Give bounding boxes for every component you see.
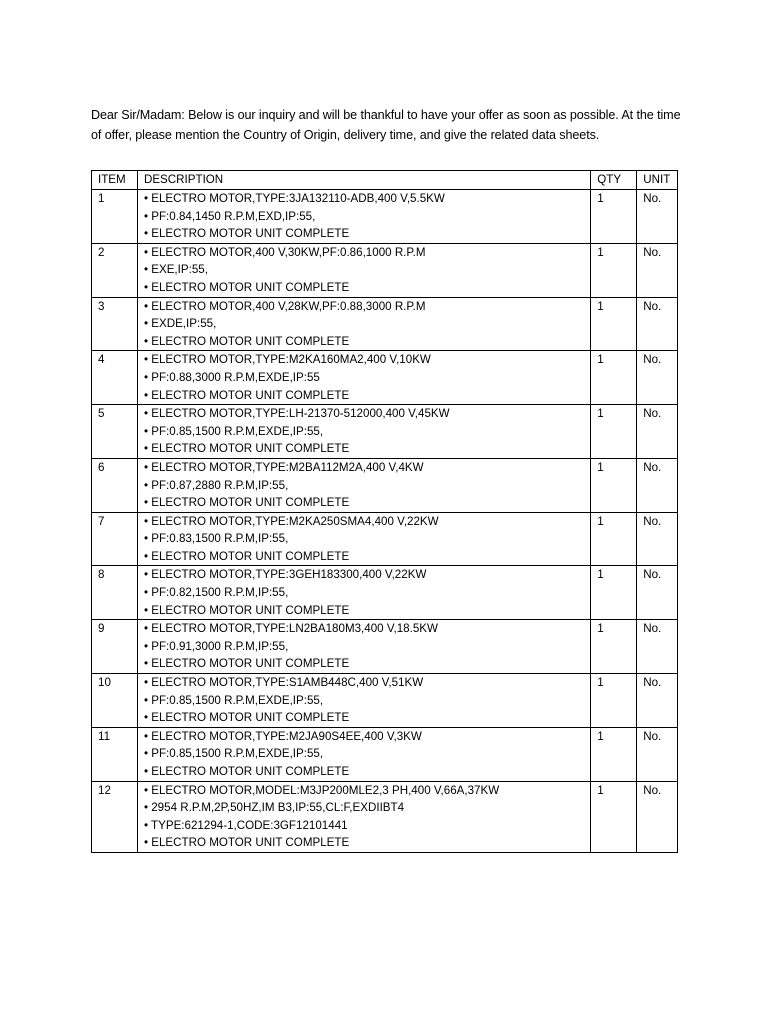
description-line: • PF:0.84,1450 R.P.M,EXD,IP:55, bbox=[143, 209, 316, 223]
unit-cell: No. bbox=[637, 405, 678, 459]
header-item: ITEM bbox=[92, 171, 138, 190]
table-row bbox=[92, 297, 678, 351]
table-row bbox=[92, 566, 678, 620]
description-line: • ELECTRO MOTOR,TYPE:M2KA250SMA4,400 V,22KW bbox=[143, 514, 439, 528]
description-line: • ELECTRO MOTOR UNIT COMPLETE bbox=[143, 711, 350, 725]
description-cell bbox=[137, 512, 590, 566]
description-line: • ELECTRO MOTOR UNIT COMPLETE bbox=[143, 603, 350, 617]
table-row bbox=[92, 674, 678, 728]
description-line: • EXDE,IP:55, bbox=[143, 317, 217, 331]
description-line: • TYPE:621294-1,CODE:3GF12101441 bbox=[143, 818, 348, 832]
description-line: • ELECTRO MOTOR,MODEL:M3JP200MLE2,3 PH,400 V,66A,37KW bbox=[143, 783, 500, 797]
description-line: • PF:0.85,1500 R.P.M,EXDE,IP:55, bbox=[143, 424, 324, 438]
description-line: • EXE,IP:55, bbox=[143, 263, 208, 277]
qty-cell: 1 bbox=[591, 727, 637, 781]
inquiry-table bbox=[91, 170, 678, 853]
item-number-cell: 1 bbox=[92, 190, 138, 244]
description-line: • ELECTRO MOTOR UNIT COMPLETE bbox=[143, 496, 350, 510]
item-number-cell: 7 bbox=[92, 512, 138, 566]
description-line: • ELECTRO MOTOR UNIT COMPLETE bbox=[143, 765, 350, 778]
unit-cell: No. bbox=[637, 351, 678, 405]
description-line: • ELECTRO MOTOR,TYPE:M2BA112M2A,400 V,4KW bbox=[143, 460, 424, 474]
description-line: • PF:0.85,1500 R.P.M,EXDE,IP:55, bbox=[143, 693, 324, 707]
description-line: • PF:0.91,3000 R.P.M,IP:55, bbox=[143, 639, 289, 653]
item-number-cell: 12 bbox=[92, 781, 138, 852]
table-row bbox=[92, 727, 678, 781]
unit-cell: No. bbox=[637, 512, 678, 566]
description-cell bbox=[137, 620, 590, 674]
table-row bbox=[92, 620, 678, 674]
table-row bbox=[92, 512, 678, 566]
qty-cell: 1 bbox=[591, 566, 637, 620]
description-line: • ELECTRO MOTOR,TYPE:M2KA160MA2,400 V,10KW bbox=[143, 353, 431, 367]
description-cell bbox=[137, 190, 590, 244]
qty-cell: 1 bbox=[591, 190, 637, 244]
item-number-cell: 6 bbox=[92, 458, 138, 512]
qty-cell: 1 bbox=[591, 512, 637, 566]
qty-cell: 1 bbox=[591, 405, 637, 459]
item-number-cell: 10 bbox=[92, 674, 138, 728]
table-row bbox=[92, 190, 678, 244]
unit-cell: No. bbox=[637, 781, 678, 852]
description-line: • ELECTRO MOTOR UNIT COMPLETE bbox=[143, 549, 350, 563]
description-line: • ELECTRO MOTOR UNIT COMPLETE bbox=[143, 442, 350, 456]
description-line: • ELECTRO MOTOR,TYPE:S1AMB448C,400 V,51KW bbox=[143, 676, 424, 690]
description-line: • ELECTRO MOTOR,TYPE:M2JA90S4EE,400 V,3KW bbox=[143, 729, 422, 743]
unit-cell: No. bbox=[637, 458, 678, 512]
description-cell bbox=[137, 405, 590, 459]
table-body bbox=[92, 190, 678, 853]
inquiry-intro-text: Dear Sir/Madam: Below is our inquiry and will be thankful to have your offer as soon as possible. At the time of offer, please mention the Country of Origin, delivery time, and give the related data sheets. bbox=[91, 107, 681, 142]
header-unit: UNIT bbox=[637, 171, 678, 190]
unit-cell: No. bbox=[637, 727, 678, 781]
description-line: • ELECTRO MOTOR,400 V,28KW,PF:0.88,3000 R.P.M bbox=[143, 299, 426, 313]
item-number-cell: 2 bbox=[92, 243, 138, 297]
description-line: • PF:0.88,3000 R.P.M,EXDE,IP:55 bbox=[143, 370, 320, 384]
table-row bbox=[92, 781, 678, 852]
unit-cell: No. bbox=[637, 674, 678, 728]
item-number-cell: 4 bbox=[92, 351, 138, 405]
description-line: • ELECTRO MOTOR UNIT COMPLETE bbox=[143, 227, 350, 241]
table-row bbox=[92, 405, 678, 459]
qty-cell: 1 bbox=[591, 351, 637, 405]
description-cell bbox=[137, 727, 590, 781]
table-row bbox=[92, 243, 678, 297]
qty-cell: 1 bbox=[591, 297, 637, 351]
qty-cell: 1 bbox=[591, 781, 637, 852]
description-cell bbox=[137, 674, 590, 728]
item-number-cell: 3 bbox=[92, 297, 138, 351]
table-row bbox=[92, 458, 678, 512]
description-line: • 2954 R.P.M,2P,50HZ,IM B3,IP:55,CL:F,EXDIIBT4 bbox=[143, 801, 405, 815]
description-line: • ELECTRO MOTOR,TYPE:LN2BA180M3,400 V,18.5KW bbox=[143, 622, 438, 636]
header-qty: QTY bbox=[591, 171, 637, 190]
item-number-cell: 11 bbox=[92, 727, 138, 781]
description-line: • ELECTRO MOTOR UNIT COMPLETE bbox=[143, 657, 350, 671]
table-header-row bbox=[92, 171, 678, 190]
unit-cell: No. bbox=[637, 243, 678, 297]
description-line: • PF:0.83,1500 R.P.M,IP:55, bbox=[143, 532, 289, 546]
item-number-cell: 9 bbox=[92, 620, 138, 674]
unit-cell: No. bbox=[637, 566, 678, 620]
qty-cell: 1 bbox=[591, 458, 637, 512]
unit-cell: No. bbox=[637, 190, 678, 244]
table-row bbox=[92, 351, 678, 405]
description-line: • ELECTRO MOTOR UNIT COMPLETE bbox=[143, 388, 350, 402]
description-cell bbox=[137, 297, 590, 351]
description-line: • ELECTRO MOTOR UNIT COMPLETE bbox=[143, 280, 350, 294]
unit-cell: No. bbox=[637, 620, 678, 674]
description-line: • PF:0.82,1500 R.P.M,IP:55, bbox=[143, 586, 289, 600]
description-cell bbox=[137, 351, 590, 405]
description-cell bbox=[137, 781, 590, 852]
qty-cell: 1 bbox=[591, 620, 637, 674]
description-cell bbox=[137, 458, 590, 512]
description-cell bbox=[137, 566, 590, 620]
description-line: • ELECTRO MOTOR,TYPE:3GEH183300,400 V,22KW bbox=[143, 568, 427, 582]
qty-cell: 1 bbox=[591, 243, 637, 297]
description-line: • ELECTRO MOTOR,TYPE:LH-21370-512000,400 V,45KW bbox=[143, 407, 450, 421]
description-line: • ELECTRO MOTOR UNIT COMPLETE bbox=[143, 836, 350, 850]
description-line: • ELECTRO MOTOR,400 V,30KW,PF:0.86,1000 R.P.M bbox=[143, 245, 426, 259]
qty-cell: 1 bbox=[591, 674, 637, 728]
description-line: • ELECTRO MOTOR UNIT COMPLETE bbox=[143, 334, 350, 348]
item-number-cell: 5 bbox=[92, 405, 138, 459]
description-line: • PF:0.85,1500 R.P.M,EXDE,IP:55, bbox=[143, 747, 324, 761]
item-number-cell: 8 bbox=[92, 566, 138, 620]
header-description: DESCRIPTION bbox=[137, 171, 590, 190]
unit-cell: No. bbox=[637, 297, 678, 351]
description-line: • ELECTRO MOTOR,TYPE:3JA132110-ADB,400 V,5.5KW bbox=[143, 192, 445, 205]
description-line: • PF:0.87,2880 R.P.M,IP:55, bbox=[143, 478, 289, 492]
description-cell bbox=[137, 243, 590, 297]
